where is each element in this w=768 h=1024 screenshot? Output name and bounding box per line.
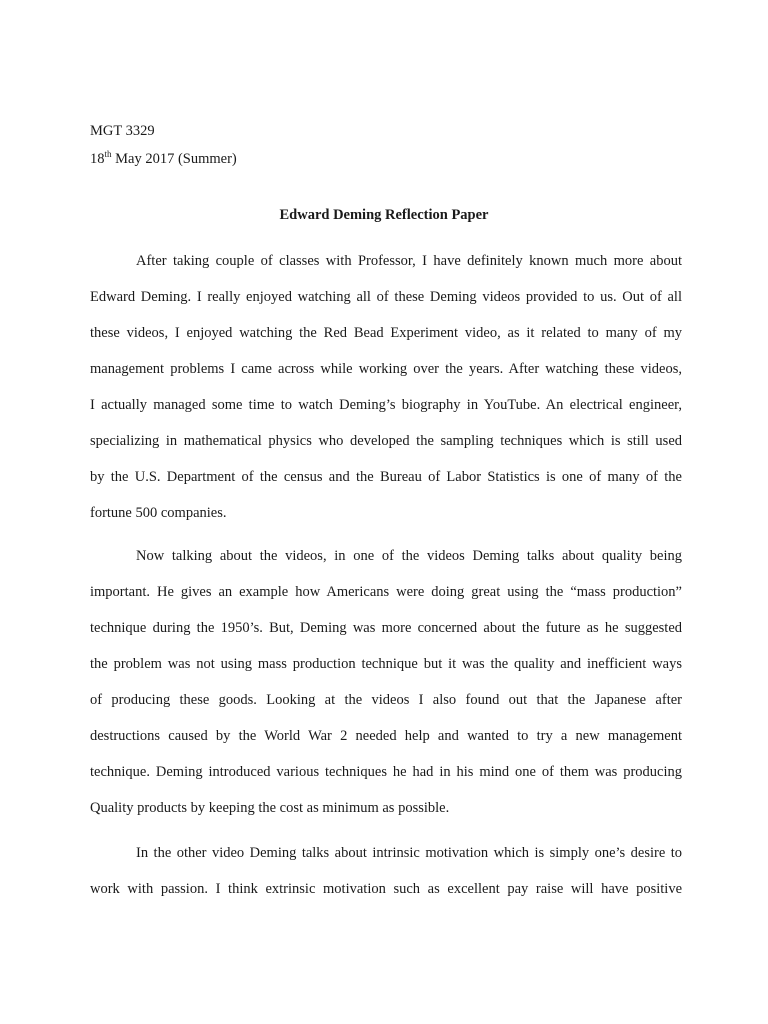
paragraph-line: by the U.S. Department of the census and the Bureau of Labor Statistics is one of many of the bbox=[90, 469, 682, 485]
paragraph-line: fortune 500 companies. bbox=[90, 505, 227, 521]
paragraph-line: important. He gives an example how Americans were doing great using the “mass production” bbox=[90, 584, 682, 600]
paragraph-line: After taking couple of classes with Professor, I have definitely known much more about bbox=[136, 253, 682, 269]
paragraph-line: Edward Deming. I really enjoyed watching all of these Deming videos provided to us. Out of all bbox=[90, 289, 682, 305]
paragraph-line: In the other video Deming talks about intrinsic motivation which is simply one’s desire to bbox=[136, 845, 682, 861]
paragraph-line: work with passion. I think extrinsic motivation such as excellent pay raise will have positive bbox=[90, 881, 682, 897]
paper-title: Edward Deming Reflection Paper bbox=[279, 207, 489, 223]
paragraph-line: destructions caused by the World War 2 needed help and wanted to try a new management bbox=[90, 728, 682, 744]
paragraph-line: of producing these goods. Looking at the videos I also found out that the Japanese after bbox=[90, 692, 682, 708]
paragraph-line: I actually managed some time to watch Deming’s biography in YouTube. An electrical engineer, bbox=[90, 397, 682, 413]
paragraph-line: these videos, I enjoyed watching the Red Bead Experiment video, as it related to many of my bbox=[90, 325, 682, 341]
paragraph-line: Quality products by keeping the cost as minimum as possible. bbox=[90, 800, 450, 816]
date-ordinal-suffix: th bbox=[104, 149, 112, 159]
date-day: 18 bbox=[90, 151, 105, 167]
paragraph-line: technique. Deming introduced various techniques he had in his mind one of them was producing bbox=[90, 764, 682, 780]
date-rest: May 2017 (Summer) bbox=[111, 151, 237, 167]
paragraph-line: technique during the 1950’s. But, Deming was more concerned about the future as he suggested bbox=[90, 620, 682, 636]
paragraph-line: Now talking about the videos, in one of the videos Deming talks about quality being bbox=[136, 548, 682, 564]
paragraph-line: the problem was not using mass production technique but it was the quality and inefficient ways bbox=[90, 656, 682, 672]
course-code: MGT 3329 bbox=[90, 123, 155, 139]
paragraph-line: specializing in mathematical physics who developed the sampling techniques which is still used bbox=[90, 433, 682, 449]
date-line bbox=[90, 150, 237, 168]
paragraph-line: management problems I came across while working over the years. After watching these videos, bbox=[90, 361, 682, 377]
